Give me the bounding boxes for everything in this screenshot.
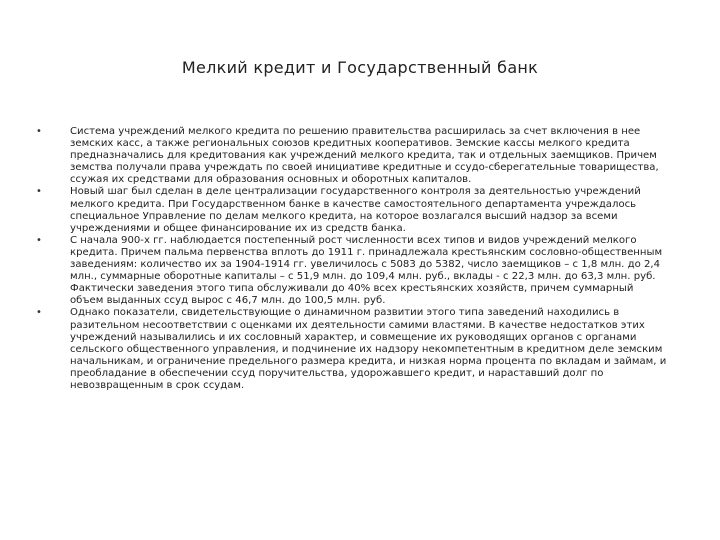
bullet-text: Новый шаг был сделан в деле централизации государственного контроля за деятельностью учреждений мелкого кредита. При Государственном банке в качестве самостоятельного департамента учреждалось специальное Управление по делам мелкого кредита, на которое возлагался высший надзор за всеми учреждениями и общее финансирование их из средств банка.	[70, 186, 641, 234]
bullet-text: Однако показатели, свидетельствующие о динамичном развитии этого типа заведений находились в разительном несоответствии с оценками их деятельности самими властями. В качестве недостатков этих учреждений называлились и их сословный характер, и совмещение их руководящих органов с органами сельского общественного управления, и подчинение их надзору некомпетентным в кредитном деле земским начальникам, и ограничение предельного размера кредита, и низкая норма процента по вкладам и займам, и преобладание в обеспечении ссуд поручительства, удорожавшего кредит, и нараставший долг по невозвращенным в срок ссудам.	[70, 307, 667, 391]
bullet-item	[36, 126, 668, 186]
slide-title: Мелкий кредит и Государственный банк	[181, 58, 539, 77]
bullet-item	[36, 186, 668, 234]
bullet-icon: •	[36, 126, 42, 137]
bullet-item	[36, 307, 668, 392]
bullet-text: Система учреждений мелкого кредита по решению правительства расширилась за счет включения в нее земских касс, а также региональных союзов кредитных кооперативов. Земские кассы мелкого кредита предназначались для кредитования как учреждений мелкого кредита, так и отдельных заемщиков. Причем земства получали права учреждать по своей инициативе кредитные и ссудо-сберегательные товарищества, ссужая их средствами для образования основных и оборотных капиталов.	[70, 126, 659, 186]
bullet-list	[36, 126, 668, 392]
bullet-icon: •	[36, 234, 42, 246]
bullet-icon: •	[36, 186, 42, 198]
bullet-icon: •	[36, 307, 42, 319]
bullet-item	[36, 235, 668, 308]
bullet-text: С начала 900-х гг. наблюдается постепенный рост численности всех типов и видов учреждений мелкого кредита. Причем пальма первенства вплоть до 1911 г. принадлежала крестьянским сословно-общественным заведениям: количество их за 1904-1914 гг. увеличилось с 5083 до 5382, число заемщиков – с 1,8 млн. до 2,4 млн., суммарные оборотные капиталы – с 51,9 млн. до 109,4 млн. руб., вклады - с 22,3 млн. до 63,3 млн. руб. Фактически заведения этого типа обслуживали до 40% всех крестьянских хозяйств, причем суммарный объем выданных ссуд вырос с 46,7 млн. до 100,5 млн. руб.	[70, 234, 663, 307]
